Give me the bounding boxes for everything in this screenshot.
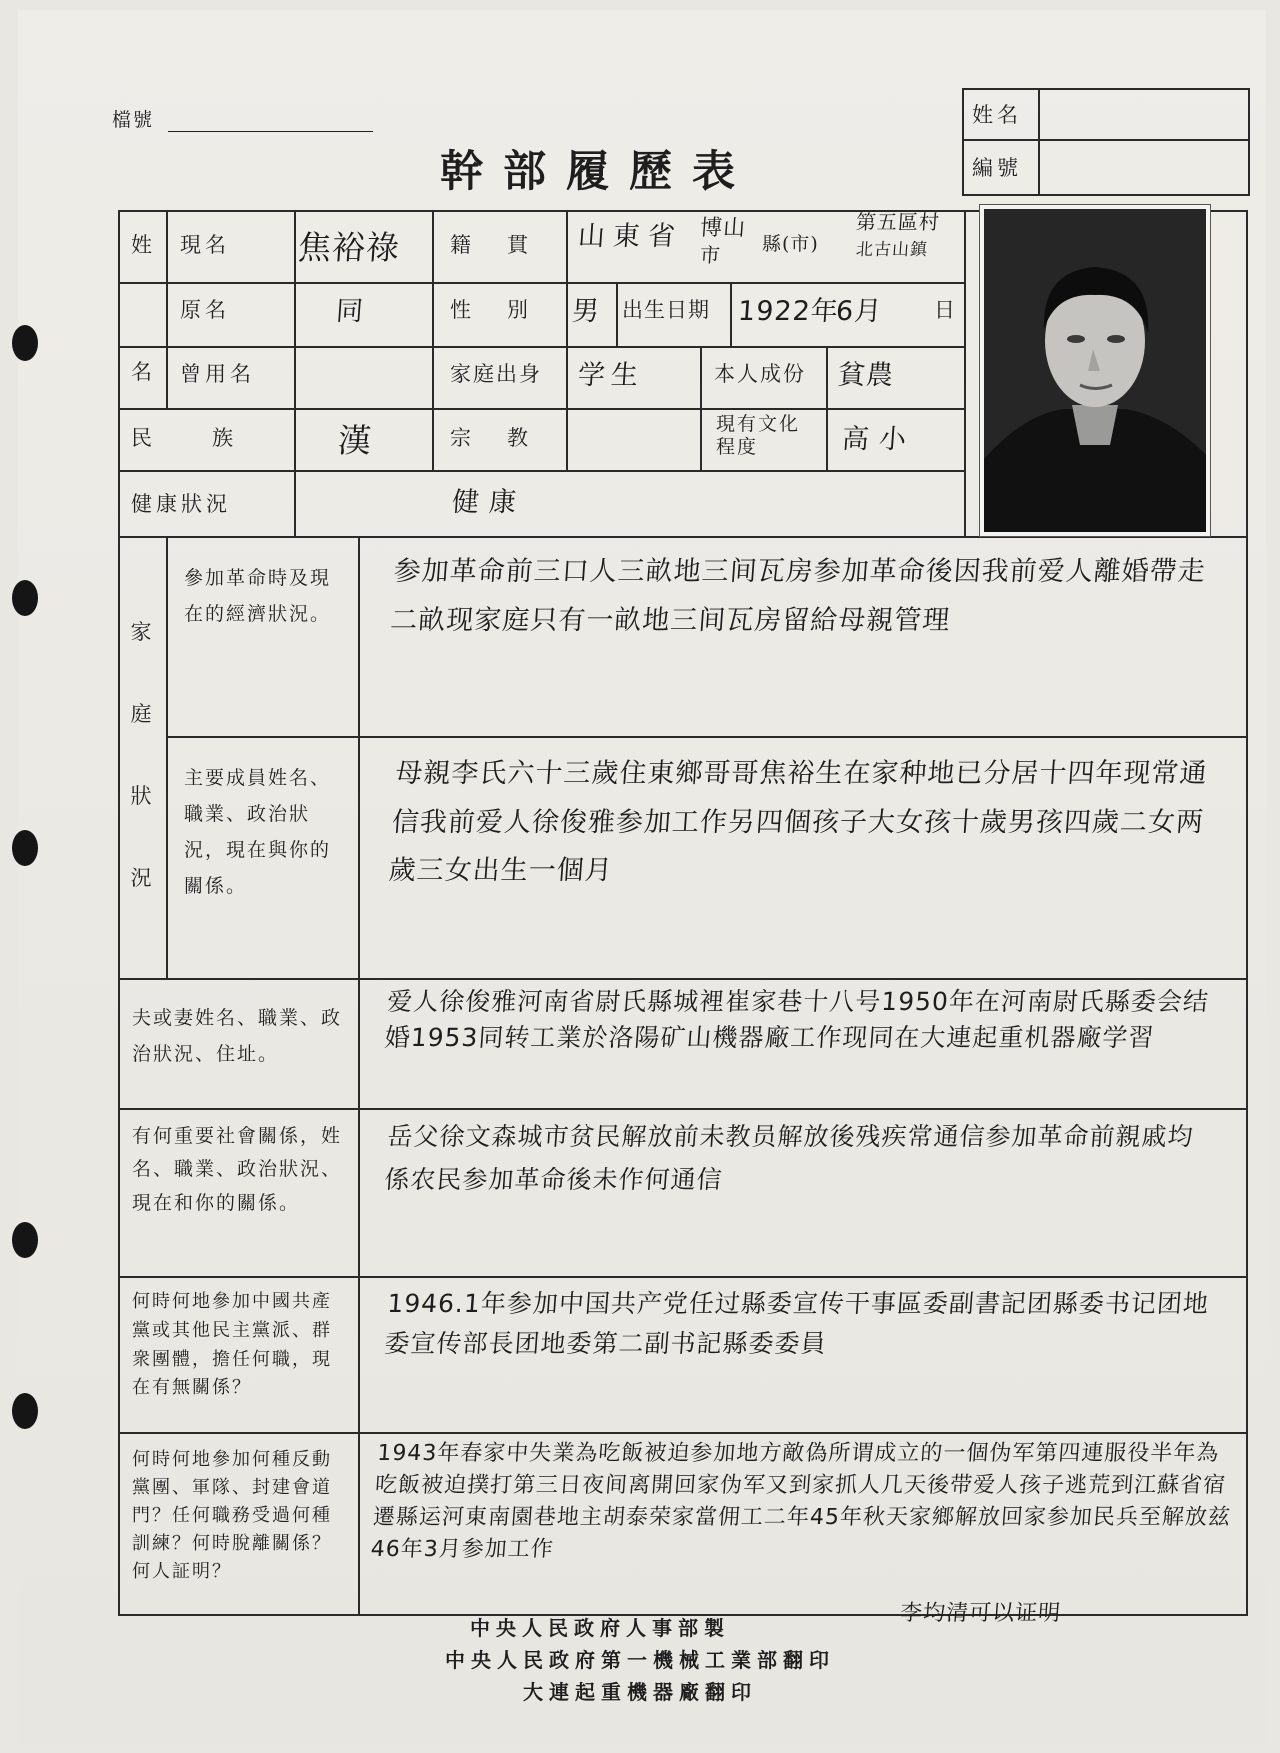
binder-hole: [12, 1222, 38, 1258]
value-native-sub: 市: [699, 243, 722, 267]
box-name-label: 姓名: [972, 103, 1022, 127]
binder-hole: [12, 830, 38, 866]
label-social: 有何重要社會關係，姓名、職業、政治狀況、現在和你的關係。: [132, 1125, 343, 1214]
label-original-name: 原名: [180, 298, 230, 322]
footer-line-3: 大連起重機器廠翻印: [523, 1680, 757, 1704]
value-reactionary: 1943年春家中失業為吃飯被迫参加地方敵偽所谓成立的一個伪军第四連服役半年為吃飯被迫撲打第三日夜间离開回家伪军又到家抓人几天後带爱人孩子逃荒到江蘇省宿遷縣运河東南園巷地主胡泰荣家當佣工二年45年秋天家鄉解放回家参加民兵至解放兹46年3月参加工作: [369, 1441, 1232, 1562]
value-party: 1946.1年参加中国共产党任过縣委宣传干事區委副書記团縣委书记团地委宣传部長团地委第二副书記縣委委員: [383, 1289, 1210, 1358]
value-native-village-2: 北古山鎮: [855, 240, 929, 260]
binder-hole: [12, 325, 38, 361]
label-members: 主要成員姓名、職業、政治狀況，現在與你的關係。: [184, 767, 332, 898]
label-economic: 參加革命時及現在的經濟狀況。: [184, 567, 332, 626]
value-social: 岳父徐文森城市贫民解放前未教员解放後残疾常通信参加革命前親戚均係农民参加革命後未作何通信: [383, 1122, 1195, 1194]
label-birth-date: 出生日期: [622, 298, 710, 322]
label-party: 何時何地參加中國共產黨或其他民主黨派、群衆團體，擔任何職，現在有無關係？: [132, 1291, 332, 1399]
label-surname: 姓: [131, 233, 156, 257]
value-native-county: 博山: [699, 216, 747, 241]
doc-number-line: [168, 131, 373, 132]
label-family-section: 家庭狀況: [130, 620, 156, 890]
binder-hole: [12, 580, 38, 616]
label-personal-status: 本人成份: [714, 362, 806, 386]
box-serial-label: 編號: [972, 156, 1022, 180]
label-education: 現有文化程度: [716, 413, 801, 458]
value-native-village-1: 第五區村: [855, 210, 941, 234]
value-original-name: 同: [334, 296, 366, 327]
value-personal-status: 貧農: [836, 360, 896, 391]
value-birth-month: 6月: [834, 296, 884, 327]
label-family-origin: 家庭出身: [450, 362, 542, 386]
value-ethnicity: 漢: [336, 421, 374, 460]
label-gender: 性別: [450, 298, 564, 322]
doc-number-label: 檔號: [112, 109, 155, 131]
label-current-name: 現名: [180, 233, 230, 257]
value-birth-year: 1922年: [736, 296, 840, 327]
value-economic: 参加革命前三口人三畝地三间瓦房参加革命後因我前爱人離婚帶走二畝现家庭只有一畝地三间瓦房留給母親管理: [389, 556, 1207, 636]
value-current-name: 焦裕祿: [296, 228, 402, 267]
value-members: 母親李氏六十三歲住東鄉哥哥焦裕生在家种地已分居十四年现常通信我前爱人徐俊雅参加工作另四個孩子大女孩十歲男孩四歲二女两歲三女出生一個月: [387, 758, 1209, 887]
binder-hole: [12, 1393, 38, 1429]
page-title: 幹部履歷表: [440, 147, 755, 197]
label-reactionary: 何時何地參加何種反動黨團、軍隊、封建會道門？任何職務受過何種訓練？何時脫離關係？何人証明？: [132, 1449, 332, 1582]
label-county-suffix: 縣(市): [762, 233, 819, 255]
value-family-origin: 学生: [576, 360, 646, 391]
portrait-photo: [980, 205, 1210, 536]
value-education: 高小: [840, 424, 918, 455]
label-ethnicity: 民族: [131, 426, 293, 450]
label-given: 名: [131, 360, 156, 384]
value-gender: 男: [570, 296, 602, 327]
value-spouse: 爱人徐俊雅河南省尉氏縣城裡崔家巷十八号1950年在河南尉氏縣委会结婚1953同转工業於洛陽矿山機器廠工作现同在大連起重机器廠学習: [383, 987, 1210, 1053]
witness-signature: 李均清可以证明: [899, 1601, 1062, 1626]
label-birth-day: 日: [934, 298, 959, 322]
label-religion: 宗教: [450, 426, 564, 450]
label-spouse: 夫或妻姓名、職業、政治狀況、住址。: [132, 1007, 343, 1066]
label-health: 健康狀況: [131, 492, 231, 516]
value-health: 健康: [450, 487, 528, 518]
label-native-place: 籍貫: [450, 233, 564, 257]
value-native-province: 山東省: [576, 221, 685, 252]
footer-line-2: 中央人民政府第一機械工業部翻印: [445, 1648, 835, 1672]
footer-line-1: 中央人民政府人事部製: [470, 1616, 730, 1640]
label-used-name: 曾用名: [180, 362, 255, 386]
